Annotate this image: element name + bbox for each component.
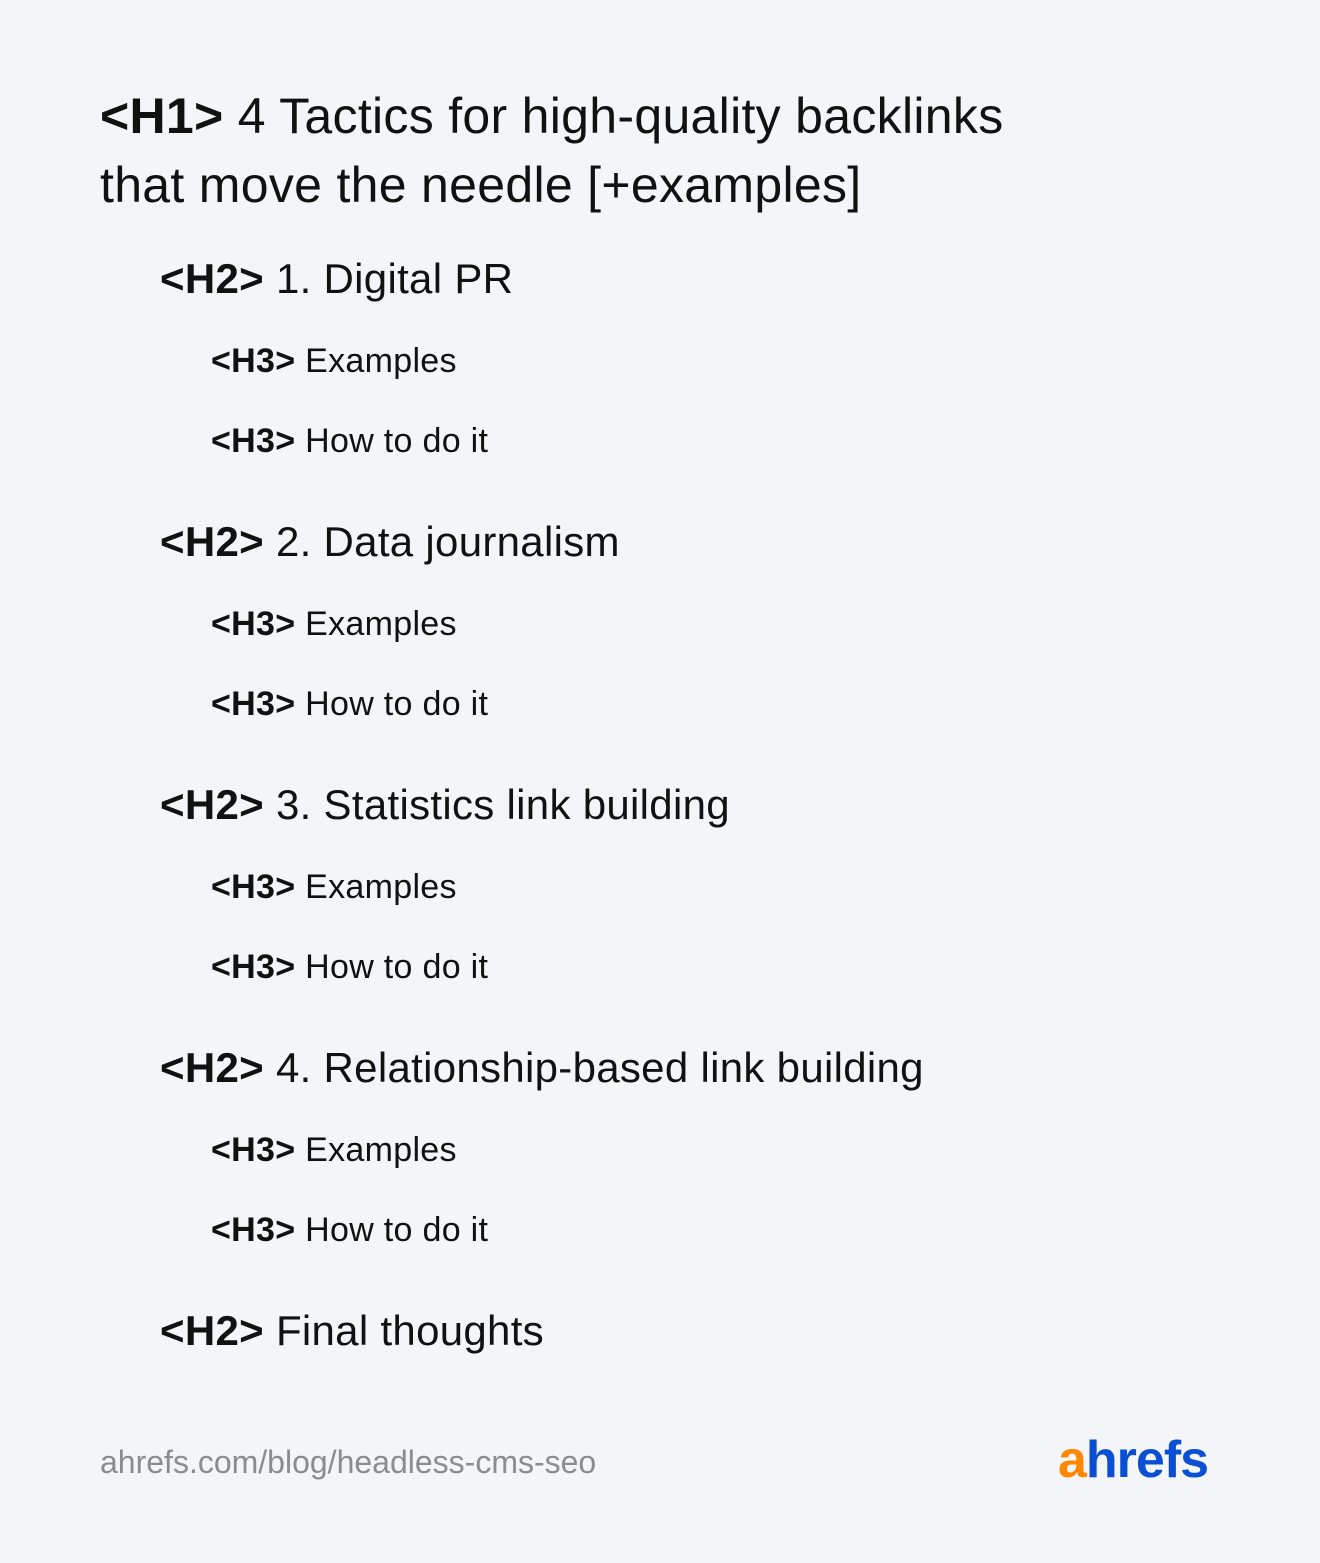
h3-tag: <H3> bbox=[211, 605, 296, 643]
h2-heading bbox=[160, 514, 620, 570]
h3-title: Examples bbox=[305, 342, 457, 380]
h3-tag: <H3> bbox=[211, 948, 296, 986]
h3-title: How to do it bbox=[305, 685, 489, 723]
h3-tag: <H3> bbox=[211, 342, 296, 380]
h2-tag: <H2> bbox=[160, 255, 264, 302]
h3-title: How to do it bbox=[305, 1211, 489, 1249]
h2-heading bbox=[160, 1303, 544, 1359]
h3-heading bbox=[211, 864, 457, 910]
h2-title: 4. Relationship-based link building bbox=[275, 1044, 924, 1091]
h3-heading bbox=[211, 1127, 457, 1173]
h2-tag: <H2> bbox=[160, 781, 264, 828]
h3-tag: <H3> bbox=[211, 685, 296, 723]
h3-tag: <H3> bbox=[211, 868, 296, 906]
source-url: ahrefs.com/blog/headless-cms-seo bbox=[100, 1444, 597, 1480]
h3-tag: <H3> bbox=[211, 422, 296, 460]
logo-letters-hrefs: hrefs bbox=[1085, 1431, 1209, 1489]
h3-heading bbox=[211, 338, 457, 384]
h3-heading bbox=[211, 944, 488, 990]
h3-heading bbox=[211, 418, 488, 464]
h3-title: Examples bbox=[305, 605, 457, 643]
h2-heading bbox=[160, 251, 513, 307]
h2-title: 1. Digital PR bbox=[275, 255, 514, 302]
h1-tag: <H1> bbox=[100, 88, 224, 144]
h3-tag: <H3> bbox=[211, 1211, 296, 1249]
logo-letter-a: a bbox=[1058, 1431, 1086, 1489]
h2-title: 2. Data journalism bbox=[275, 518, 620, 565]
h3-heading bbox=[211, 601, 457, 647]
h3-tag: <H3> bbox=[211, 1131, 296, 1169]
h3-heading bbox=[211, 681, 488, 727]
h2-heading bbox=[160, 1040, 924, 1096]
h1-title-line-1: 4 Tactics for high-quality backlinks bbox=[237, 88, 1004, 144]
h3-title: Examples bbox=[305, 1131, 457, 1169]
h2-tag: <H2> bbox=[160, 1307, 264, 1354]
h3-heading bbox=[211, 1207, 488, 1253]
h3-title: Examples bbox=[305, 868, 457, 906]
h1-heading-line-2 bbox=[100, 150, 861, 220]
h2-tag: <H2> bbox=[160, 1044, 264, 1091]
h2-tag: <H2> bbox=[160, 518, 264, 565]
h2-title: Final thoughts bbox=[275, 1307, 544, 1354]
h2-title: 3. Statistics link building bbox=[275, 781, 730, 828]
h1-heading-line-1 bbox=[100, 81, 1004, 151]
h3-title: How to do it bbox=[305, 948, 489, 986]
h2-heading bbox=[160, 777, 730, 833]
ahrefs-logo bbox=[1058, 1428, 1208, 1492]
h3-title: How to do it bbox=[305, 422, 489, 460]
h1-title-line-2: that move the needle [+examples] bbox=[100, 157, 862, 213]
